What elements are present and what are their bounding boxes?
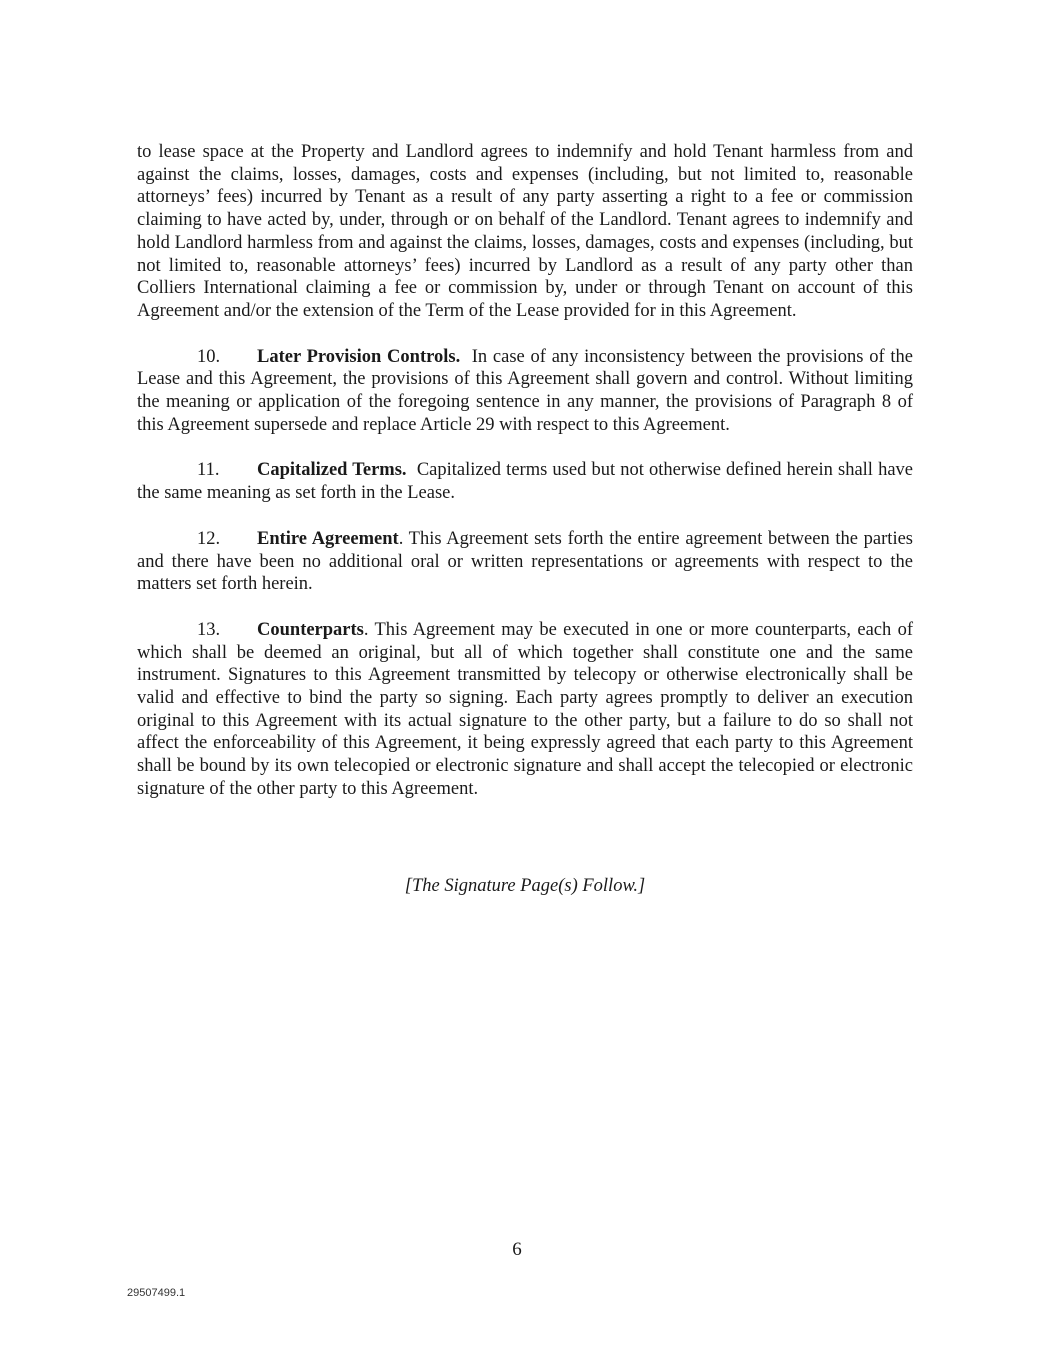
- section-heading: Capitalized Terms.: [257, 460, 407, 481]
- section-number: 13.: [197, 619, 221, 640]
- section-text: . This Agreement may be executed in one or more counterparts, each of which shall be deemed an original, but all of which together shall constitute one and the same instrument. Signatures to this Agreement transmitted by telecopy or otherwise electronically shall be valid and effective to bind the party so signing. Each party agrees promptly to deliver an execution original to this Agreement with its actual signature to the other party, but a failure to do so shall not affect the enforceability of this Agreement, it being expressly agreed that each party to this Agreement shall be bound by its own telecopied or electronic signature and shall accept the telecopied or electronic signature of the other party to this Agreement.: [137, 619, 913, 799]
- section-11: [137, 459, 913, 504]
- section-number: 10.: [197, 346, 221, 367]
- section-heading: Counterparts: [257, 619, 364, 640]
- signature-page-note: [The Signature Page(s) Follow.]: [404, 876, 646, 896]
- section-heading: Later Provision Controls.: [257, 346, 461, 367]
- document-id: 29507499.1: [127, 1287, 186, 1299]
- section-number: 12.: [197, 528, 221, 549]
- section-13: [137, 619, 913, 801]
- section-10: [137, 346, 913, 437]
- document-body: [137, 141, 913, 824]
- section-text: Capitalized terms used but not otherwise defined herein shall have the same meaning as set forth in the Lease.: [137, 460, 914, 504]
- intro-paragraph: to lease space at the Property and Landlord agrees to indemnify and hold Tenant harmless from and against the claims, losses, damages, costs and expenses (including, but not limited to, reasonable attorneys’ fees) incurred by Tenant as a result of any party asserting a right to a fee or commission claiming to have acted by, under, through or on behalf of the Landlord. Tenant agrees to indemnify and hold Landlord harmless from and against the claims, losses, damages, costs and expenses (including, but not limited to, reasonable attorneys’ fees) incurred by Landlord as a result of any party other than Colliers International claiming a fee or commission by, under or through Tenant on account of this Agreement and/or the extension of the Term of the Lease provided for in this Agreement.: [137, 142, 913, 321]
- section-12: [137, 528, 913, 596]
- section-number: 11.: [197, 460, 220, 481]
- section-heading: Entire Agreement: [257, 528, 399, 549]
- section-text: In case of any inconsistency between the provisions of the Lease and this Agreement, the provisions of this Agreement shall govern and control. Without limiting the meaning or application of the foregoing sentence in any manner, the provisions of Paragraph 8 of this Agreement supersede and replace Article 29 with respect to this Agreement.: [137, 346, 914, 435]
- page-number: 6: [512, 1239, 522, 1260]
- section-text: . This Agreement sets forth the entire agreement between the parties and there have been no additional oral or written representations or agreements with respect to the matters set forth herein.: [137, 528, 913, 595]
